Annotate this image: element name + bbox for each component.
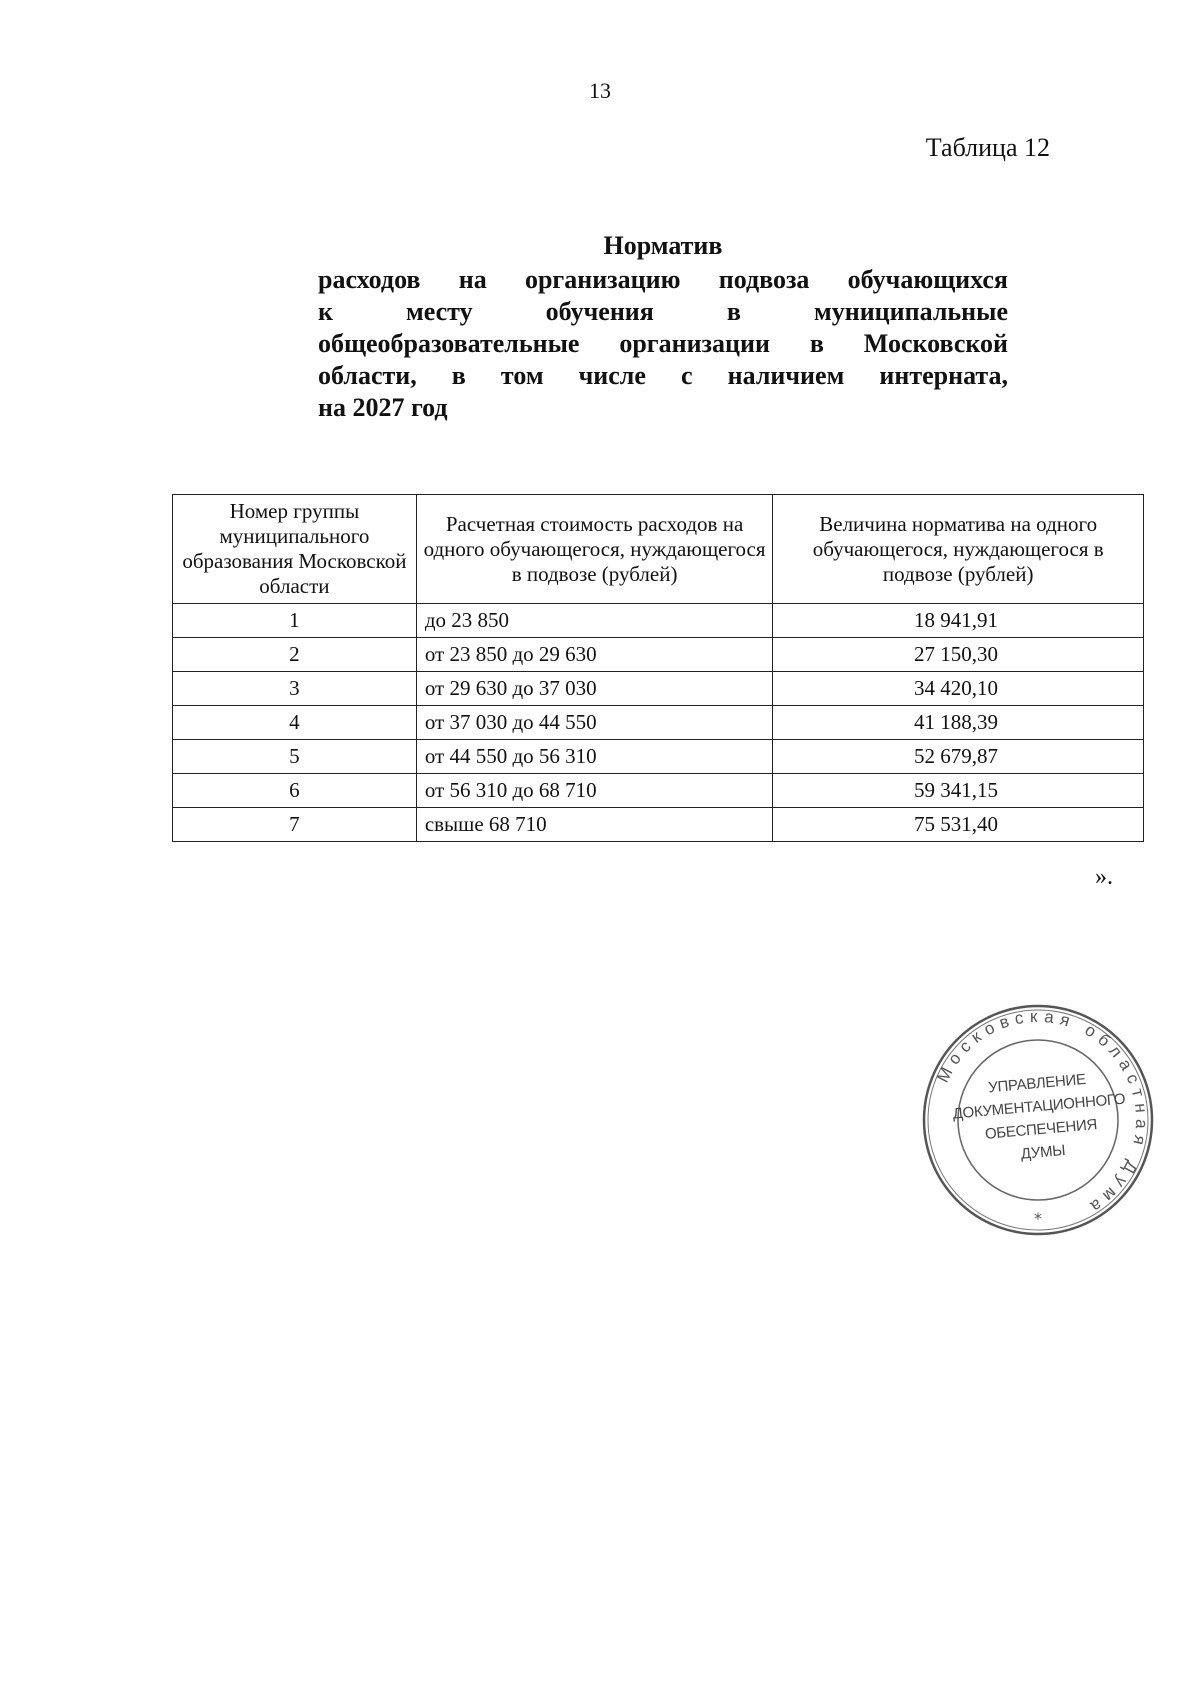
cell-value: 59 341,15 — [773, 774, 1144, 808]
header-group-number: Номер группы муниципального образования Московской области — [173, 495, 417, 604]
table-row — [173, 740, 1144, 774]
cell-range: от 56 310 до 68 710 — [416, 774, 773, 808]
cell-group: 3 — [173, 672, 417, 706]
table-row — [173, 604, 1144, 638]
seal-inner-line: ДУМЫ — [1020, 1141, 1066, 1163]
cell-value: 34 420,10 — [773, 672, 1144, 706]
cell-range: от 44 550 до 56 310 — [416, 740, 773, 774]
cell-group: 5 — [173, 740, 417, 774]
page-number: 13 — [589, 78, 611, 103]
cell-value: 27 150,30 — [773, 638, 1144, 672]
closing-quote: ». — [1095, 864, 1113, 890]
title-line: к месту обучения в муниципальные — [318, 297, 1008, 326]
table-row — [173, 672, 1144, 706]
cell-range: от 37 030 до 44 550 — [416, 706, 773, 740]
table-row — [173, 638, 1144, 672]
header-norm-value: Величина норматива на одного обучающегося, нуждающегося в подвозе (рублей) — [773, 495, 1144, 604]
table-header-row — [173, 495, 1144, 604]
table-row — [173, 706, 1144, 740]
seal-inner-text — [946, 1064, 1133, 1171]
title-main: Норматив — [603, 231, 723, 260]
title-line: области, в том числе с наличием интерната, — [318, 361, 1008, 390]
cell-range: от 29 630 до 37 030 — [416, 672, 773, 706]
cell-value: 75 531,40 — [773, 808, 1144, 842]
seal-inner-line: УПРАВЛЕНИЕ — [987, 1070, 1087, 1097]
seal-inner-line: ОБЕСПЕЧЕНИЯ — [984, 1116, 1098, 1143]
table-label: Таблица 12 — [925, 133, 1050, 162]
cell-group: 2 — [173, 638, 417, 672]
cell-range: от 23 850 до 29 630 — [416, 638, 773, 672]
header-estimated-cost: Расчетная стоимость расходов на одного обучающегося, нуждающегося в подвозе (рублей) — [416, 495, 773, 604]
cell-value: 41 188,39 — [773, 706, 1144, 740]
table-row — [173, 774, 1144, 808]
cell-group: 4 — [173, 706, 417, 740]
cell-range: до 23 850 — [416, 604, 773, 638]
seal-star: * — [1034, 1209, 1042, 1228]
title-line: общеобразовательные организации в Московской — [318, 329, 1008, 358]
cell-group: 6 — [173, 774, 417, 808]
cell-value: 18 941,91 — [773, 604, 1144, 638]
seal-ring-text: Московская областная Дума — [933, 1006, 1152, 1220]
seal-inner-line: ДОКУМЕНТАЦИОННОГО — [952, 1090, 1126, 1123]
cell-group: 1 — [173, 604, 417, 638]
title-line: расходов на организацию подвоза обучающихся — [318, 265, 1008, 294]
title-line: на 2027 год — [318, 393, 448, 422]
cell-range: свыше 68 710 — [416, 808, 773, 842]
cell-value: 52 679,87 — [773, 740, 1144, 774]
document-title — [318, 230, 1008, 424]
norm-table — [172, 494, 1144, 842]
table-row — [173, 808, 1144, 842]
cell-group: 7 — [173, 808, 417, 842]
